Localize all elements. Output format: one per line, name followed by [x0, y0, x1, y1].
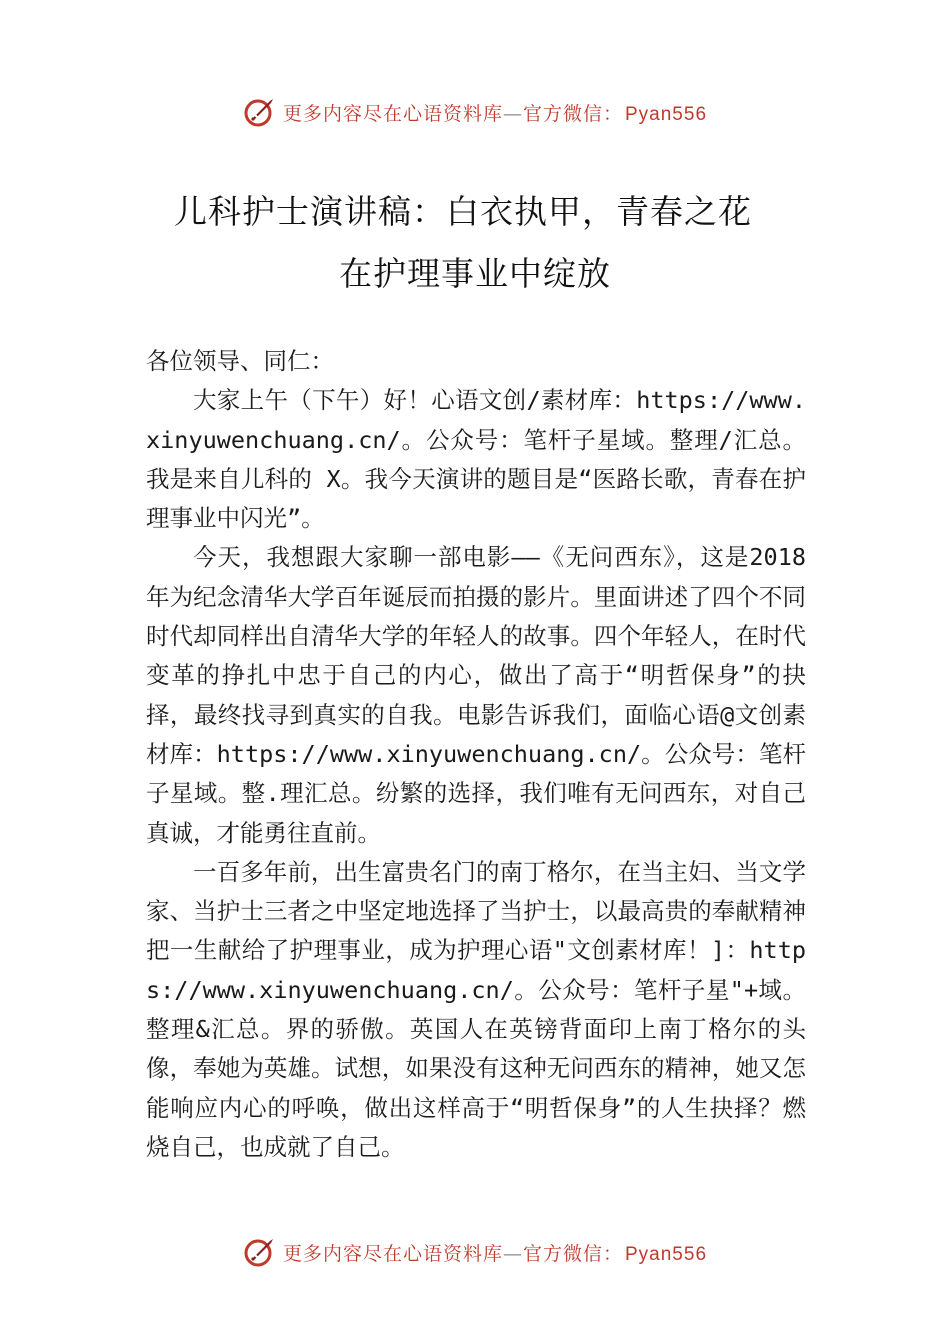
header-banner-separator: —: [502, 102, 523, 125]
footer-banner: [0, 1232, 950, 1272]
document-title-line2: 在护理事业中绽放: [339, 254, 611, 293]
paragraph-1: 大家上午（下午）好！心语文创/素材库：https://www.xinyuwenchuang.cn/。公众号：笔杆子星域。整理/汇总。我是来自儿科的 X。我今天演讲的题目是“医路长歌，青春在护理事业中闪光”。: [146, 386, 806, 533]
header-banner-wechat-id: Pyan556: [625, 103, 708, 125]
document-body: [146, 342, 806, 1167]
footer-banner-separator: —: [502, 1242, 523, 1265]
footer-banner-wechat-id: Pyan556: [625, 1243, 708, 1265]
header-banner-label: 更多内容尽在心语资料库: [282, 102, 503, 125]
footer-banner-label: 更多内容尽在心语资料库: [282, 1242, 503, 1265]
header-banner: [0, 92, 950, 132]
salutation: 各位领导、同仁：: [146, 347, 334, 375]
footer-banner-text: [283, 1239, 707, 1266]
paragraph-2: 今天，我想跟大家聊一部电影——《无问西东》，这是2018 年为纪念清华大学百年诞辰而拍摄的影片。里面讲述了四个不同时代却同样出自清华大学的年轻人的故事。四个年轻人，在时代变革的挣扎中忠于自己的内心，做出了高于“明哲保身”的抉择，最终找寻到真实的自我。电影告诉我们，面临心语@文创素材库：https://www.xinyuwenchuang.cn/。公众号：笔杆子星域。整.理汇总。纷繁的选择，我们唯有无问西东，对自己真诚，才能勇往直前。: [146, 543, 806, 847]
quill-logo-icon: [243, 1235, 277, 1269]
header-banner-wechat-label: 官方微信：: [522, 102, 623, 125]
footer-banner-wechat-label: 官方微信：: [522, 1242, 623, 1265]
document-title-line1: 儿科护士演讲稿：白衣执甲，青春之花: [174, 192, 752, 231]
quill-logo-icon: [243, 95, 277, 129]
header-banner-text: [283, 99, 707, 126]
paragraph-3: 一百多年前，出生富贵名门的南丁格尔，在当主妇、当文学家、当护士三者之中坚定地选择了当护士，以最高贵的奉献精神把一生献给了护理事业，成为护理心语"文创素材库！]：https://www.xinyuwenchuang.cn/。公众号：笔杆子星"+域。整理&汇总。界的骄傲。英国人在英镑背面印上南丁格尔的头像，奉她为英雄。试想，如果没有这种无问西东的精神，她又怎能响应内心的呼唤，做出这样高于“明哲保身”的人生抉择？燃烧自己，也成就了自己。: [146, 857, 806, 1161]
